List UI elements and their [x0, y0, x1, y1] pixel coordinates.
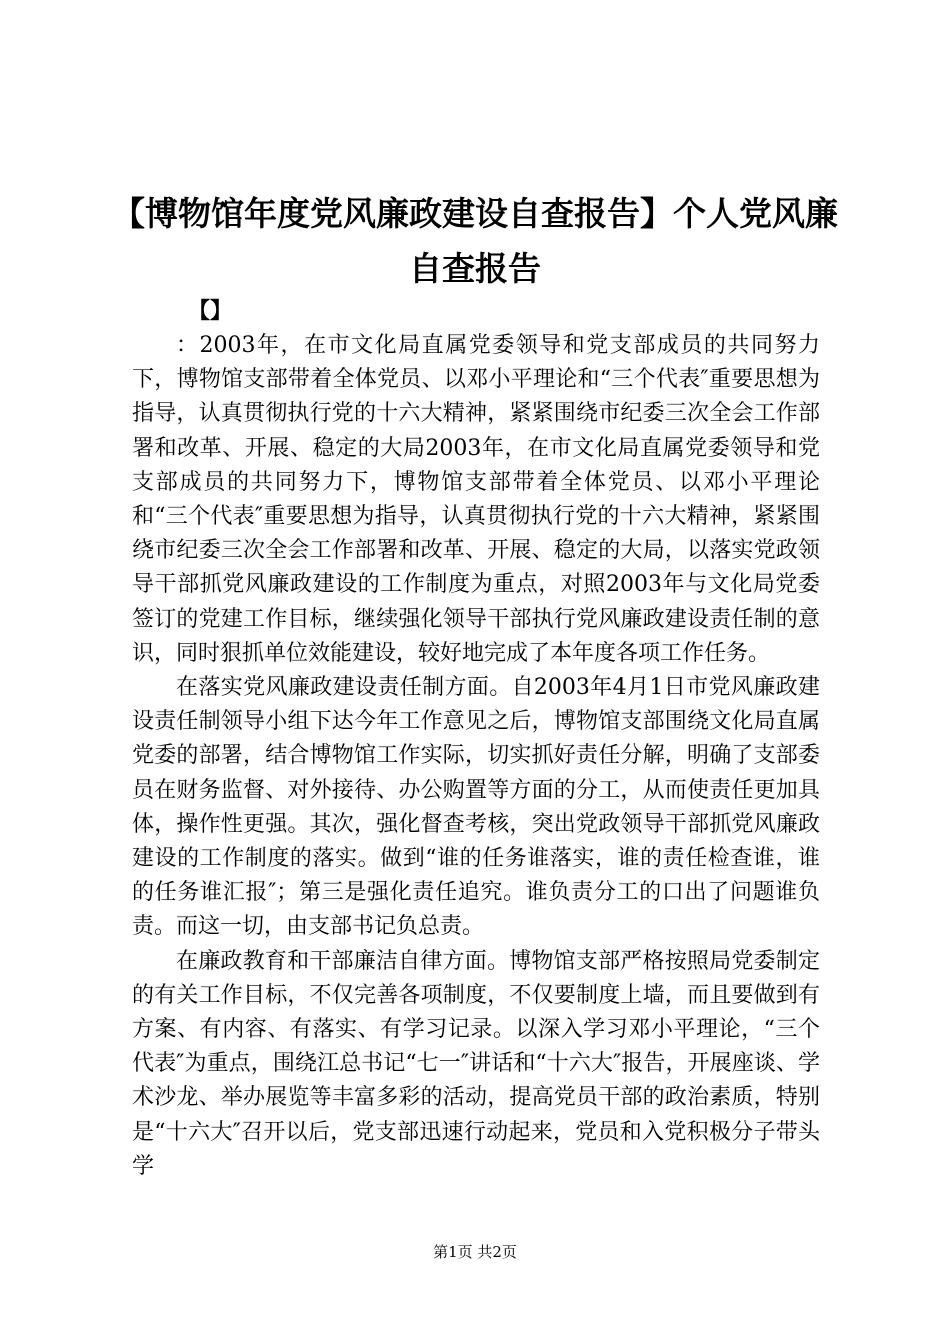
document-subheading: 【】: [188, 299, 233, 324]
page-footer: 第1页 共2页: [433, 1243, 517, 1261]
paragraph-intro: ：2003年，在市文化局直属党委领导和党支部成员的共同努力下，博物馆支部带着全体党员、以邓小平理论和“三个代表″重要思想为指导，认真贯彻执行党的十六大精神，紧紧围绕市纪委三次全会工作部署和改革、开展、稳定的大局2003年，在市文化局直属党委领导和党支部成员的共同努力下，博物馆支部带着全体党员、以邓小平理论和“三个代表″重要思想为指导，认真贯彻执行党的十六大精神，紧紧围绕市纪委三次全会工作部署和改革、开展、稳定的大局，以落实党政领导干部抓党风廉政建设的工作制度为重点，对照2003年与文化局党委签订的党建工作目标，继续强化领导干部执行党风廉政建设责任制的意识，同时狠抓单位效能建设，较好地完成了本年度各项工作任务。: [132, 333, 820, 666]
paragraph-responsibility: 在落实党风廉政建设责任制方面。自2003年4月1日市党风廉政建设责任制领导小组下达今年工作意见之后，博物馆支部围绕文化局直属党委的部署，结合博物馆工作实际，切实抓好责任分解，明确了支部委员在财务监督、对外接待、办公购置等方面的分工，从而使责任更加具体，操作性更强。其次，强化督查考核，突出党政领导干部抓党风廉政建设的工作制度的落实。做到“谁的任务谁落实，谁的责任检查谁，谁的任务谁汇报″；第三是强化责任追究。谁负责分工的口出了问题谁负责。而这一切，由支部书记负总责。: [132, 675, 820, 940]
document-body: [132, 329, 820, 1179]
paragraph-education: 在廉政教育和干部廉洁自律方面。博物馆支部严格按照局党委制定的有关工作目标，不仅完善各项制度，不仅要制度上墙，而且要做到有方案、有内容、有落实、有学习记录。以深入学习邓小平理论，“三个代表″为重点，围绕江总书记“七一″讲话和“十六大″报告，开展座谈、学术沙龙、举办展览等丰富多彩的活动，提高党员干部的政治素质，特别是“十六大″召开以后，党支部迅速行动起来，党员和入党积极分子带头学: [132, 948, 820, 1179]
document-title: 【博物馆年度党风廉政建设自查报告】个人党风廉自查报告: [112, 194, 838, 288]
